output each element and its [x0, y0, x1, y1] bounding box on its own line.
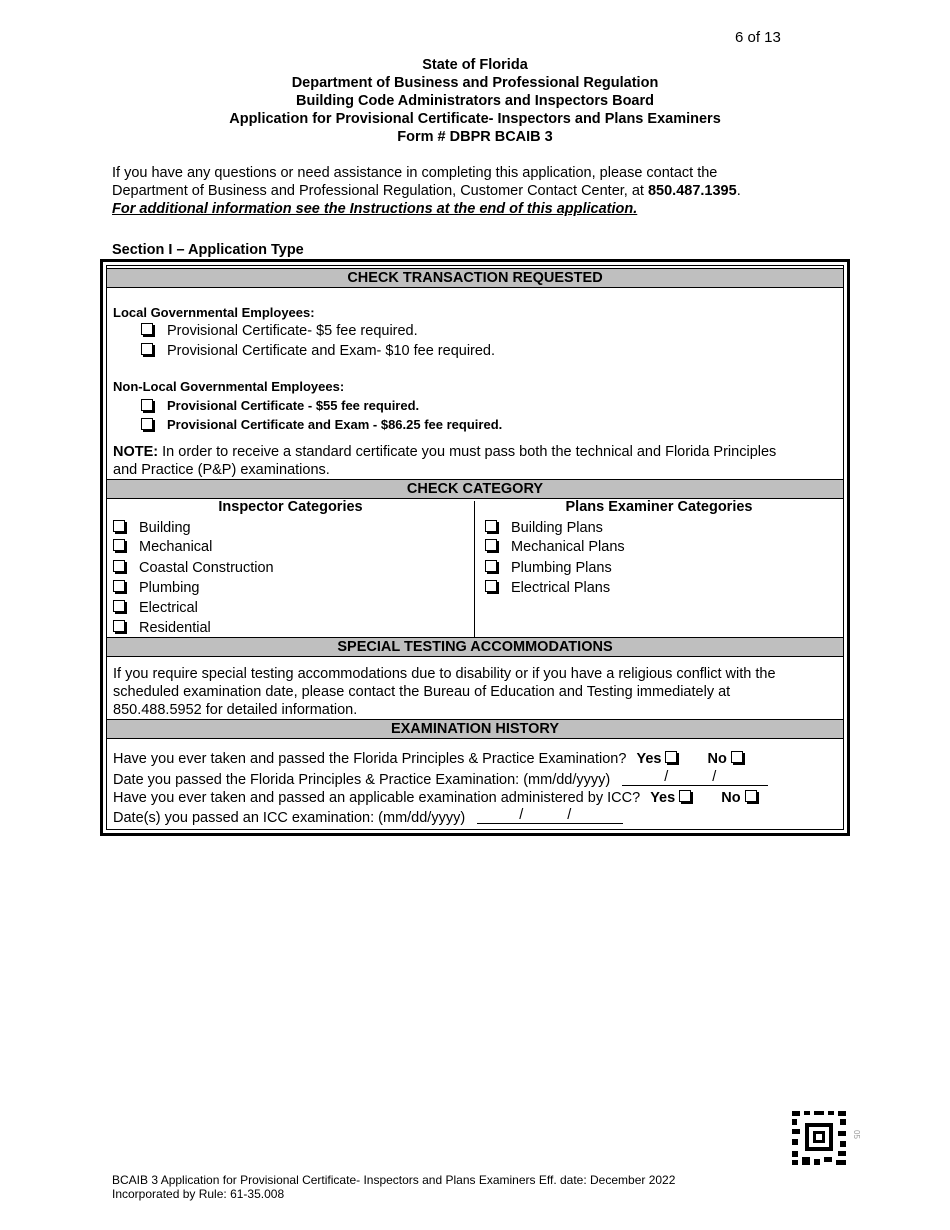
intro-period: .: [736, 183, 741, 199]
date-separator: /: [567, 807, 572, 823]
check-category-bar: CHECK CATEGORY: [107, 479, 843, 499]
inspector-item-label: Building: [139, 520, 191, 536]
category-divider: [474, 501, 475, 640]
plans-item[interactable]: [485, 519, 603, 537]
icc-date-label: Date(s) you passed an ICC examination: (mm/dd/yyyy): [113, 810, 466, 826]
section-title: Section I – Application Type: [112, 242, 304, 258]
icc-question: [113, 789, 757, 807]
inspector-item[interactable]: [113, 619, 211, 637]
barcode-label: 05: [851, 1130, 861, 1139]
checkbox-fl-pp-no[interactable]: [731, 751, 743, 763]
note-text-1: In order to receive a standard certificate you must pass both the technical and Florida Principles: [158, 444, 777, 460]
checkbox-residential[interactable]: [113, 620, 125, 632]
icc-question-text: Have you ever taken and passed an applicable examination administered by ICC?: [113, 790, 641, 806]
inspector-item-label: Coastal Construction: [139, 560, 274, 576]
header-line-state: State of Florida: [422, 57, 528, 73]
footer-line-1: BCAIB 3 Application for Provisional Certificate- Inspectors and Plans Examiners Eff. date: December 2022: [112, 1173, 676, 1187]
application-form-inner: [106, 265, 844, 830]
plans-item[interactable]: [485, 579, 610, 597]
nonlocal-option-1-label: Provisional Certificate - $55 fee required.: [167, 398, 420, 413]
icc-date-row: [113, 807, 623, 827]
examination-history-bar: EXAMINATION HISTORY: [107, 719, 843, 739]
checkbox-local-provisional-exam[interactable]: [141, 343, 153, 355]
fl-pp-date-field[interactable]: [622, 771, 768, 786]
accommodations-line-3: 850.488.5952 for detailed information.: [113, 702, 358, 718]
barcode-icon: [790, 1109, 848, 1167]
checkbox-nonlocal-provisional-exam[interactable]: [141, 418, 153, 430]
plans-categories-heading: Plans Examiner Categories: [565, 499, 753, 515]
fl-pp-date-row: [113, 769, 768, 789]
fl-pp-date-label: Date you passed the Florida Principles & Practice Examination: (mm/dd/yyyy): [113, 772, 611, 788]
intro-line-1: If you have any questions or need assistance in completing this application, please contact the: [112, 165, 718, 181]
check-transaction-bar: CHECK TRANSACTION REQUESTED: [107, 268, 843, 288]
inspector-item-label: Residential: [139, 620, 211, 636]
local-option-1[interactable]: [141, 322, 418, 340]
fl-pp-no-label: No: [707, 751, 727, 767]
accommodations-line-1: If you require special testing accommodations due to disability or if you have a religious conflict with the: [113, 666, 776, 682]
application-form-box: [100, 259, 850, 836]
intro-contact-text: Department of Business and Professional Regulation, Customer Contact Center, at: [112, 183, 648, 199]
nonlocal-option-1[interactable]: [141, 397, 419, 415]
header-line-department: Department of Business and Professional Regulation: [291, 75, 659, 91]
date-separator: /: [712, 769, 717, 785]
plans-item[interactable]: [485, 559, 612, 577]
date-separator: /: [519, 807, 524, 823]
checkbox-mechanical-plans[interactable]: [485, 539, 497, 551]
checkbox-coastal-construction[interactable]: [113, 560, 125, 572]
nonlocal-option-2-label: Provisional Certificate and Exam - $86.25 fee required.: [167, 417, 503, 432]
plans-item-label: Plumbing Plans: [511, 560, 612, 576]
checkbox-local-provisional[interactable]: [141, 323, 153, 335]
page-number: 6 of 13: [735, 29, 781, 46]
checkbox-plumbing[interactable]: [113, 580, 125, 592]
plans-item-label: Building Plans: [511, 520, 603, 536]
checkbox-fl-pp-yes[interactable]: [665, 751, 677, 763]
nonlocal-option-2[interactable]: [141, 416, 502, 434]
inspector-item[interactable]: [113, 559, 274, 577]
inspector-item-label: Mechanical: [139, 539, 213, 555]
icc-date-field[interactable]: [477, 809, 623, 824]
inspector-item[interactable]: [113, 519, 191, 537]
local-option-2-label: Provisional Certificate and Exam- $10 fee required.: [167, 343, 496, 359]
nonlocal-employees-heading: Non-Local Governmental Employees:: [113, 379, 345, 394]
plans-item-label: Electrical Plans: [511, 580, 611, 596]
icc-no-label: No: [721, 790, 741, 806]
note-label: NOTE:: [113, 444, 159, 460]
fl-pp-yes-label: Yes: [636, 751, 662, 767]
fl-pp-question: [113, 750, 743, 768]
checkbox-nonlocal-provisional[interactable]: [141, 399, 153, 411]
inspector-item[interactable]: [113, 538, 212, 556]
checkbox-plumbing-plans[interactable]: [485, 560, 497, 572]
contact-phone: 850.487.1395: [647, 183, 737, 199]
checkbox-mechanical[interactable]: [113, 539, 125, 551]
header-line-board: Building Code Administrators and Inspectors Board: [296, 93, 654, 109]
local-option-1-label: Provisional Certificate- $5 fee required.: [167, 323, 418, 339]
inspector-categories-heading: Inspector Categories: [218, 499, 363, 515]
page-footer: [112, 1173, 675, 1201]
note-line-2: and Practice (P&P) examinations.: [113, 462, 330, 478]
inspector-item-label: Plumbing: [139, 580, 200, 596]
note-line-1: [113, 443, 776, 461]
plans-item[interactable]: [485, 538, 625, 556]
special-accommodations-bar: SPECIAL TESTING ACCOMMODATIONS: [107, 637, 843, 657]
icc-yes-label: Yes: [650, 790, 676, 806]
plans-item-label: Mechanical Plans: [511, 539, 625, 555]
checkbox-building[interactable]: [113, 520, 125, 532]
fl-pp-question-text: Have you ever taken and passed the Florida Principles & Practice Examination?: [113, 751, 627, 767]
inspector-item-label: Electrical: [139, 600, 198, 616]
local-employees-heading: Local Governmental Employees:: [113, 305, 315, 320]
header-line-application: Application for Provisional Certificate- Inspectors and Plans Examiners: [229, 111, 721, 127]
form-header: [0, 56, 950, 146]
accommodations-line-2: scheduled examination date, please contact the Bureau of Education and Testing immediately at: [113, 684, 731, 700]
checkbox-electrical[interactable]: [113, 600, 125, 612]
checkbox-building-plans[interactable]: [485, 520, 497, 532]
checkbox-icc-yes[interactable]: [679, 790, 691, 802]
header-line-form-number: Form # DBPR BCAIB 3: [397, 129, 553, 145]
local-option-2[interactable]: [141, 342, 495, 360]
additional-info-note: For additional information see the Instructions at the end of this application.: [112, 201, 638, 217]
inspector-item[interactable]: [113, 599, 198, 617]
checkbox-electrical-plans[interactable]: [485, 580, 497, 592]
footer-line-2: Incorporated by Rule: 61-35.008: [112, 1187, 285, 1201]
inspector-item[interactable]: [113, 579, 199, 597]
date-separator: /: [664, 769, 669, 785]
intro-line-2: [112, 182, 832, 200]
intro-paragraph: [112, 164, 832, 218]
checkbox-icc-no[interactable]: [745, 790, 757, 802]
